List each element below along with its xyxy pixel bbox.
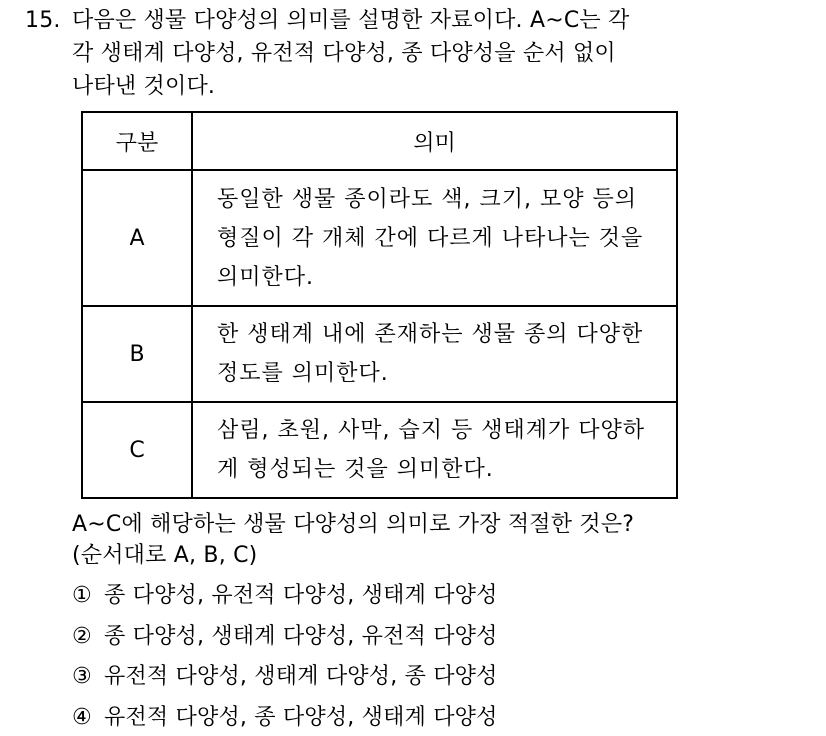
row-label-a: A [82,170,192,306]
table-row [82,170,677,306]
choice-4[interactable] [72,703,498,733]
choice-2[interactable] [72,622,498,652]
row-meaning-b: 한 생태계 내에 존재하는 생물 종의 다양한 정도를 의미한다. [192,306,677,402]
choice-4-text: 유전적 다양성, 종 다양성, 생태계 다양성 [104,705,498,730]
choice-1-mark: ① [72,583,92,608]
question-text-line-1: 다음은 생물 다양성의 의미를 설명한 자료이다. A~C는 각 [72,8,630,33]
choice-3-mark: ③ [72,664,92,689]
row-meaning-a: 동일한 생물 종이라도 색, 크기, 모양 등의 형질이 각 개체 간에 다르게 나타나는 것을 의미한다. [192,170,677,306]
row-meaning-c: 삼림, 초원, 사막, 습지 등 생태계가 다양하게 형성되는 것을 의미한다. [192,402,677,498]
choice-3-text: 유전적 다양성, 생태계 다양성, 종 다양성 [104,664,498,689]
row-label-b: B [82,306,192,402]
choice-1-text: 종 다양성, 유전적 다양성, 생태계 다양성 [104,583,498,608]
ask-line-2: (순서대로 A, B, C) [72,543,258,568]
table-row [82,402,677,498]
question-text-line-3: 나타낸 것이다. [72,74,216,99]
table-header-label: 구분 [82,112,192,170]
question-number: 15. [25,8,61,33]
table-header-meaning: 의미 [192,112,677,170]
table-row [82,306,677,402]
ask-line-1: A~C에 해당하는 생물 다양성의 의미로 가장 적절한 것은? [72,512,635,537]
choice-3[interactable] [72,662,498,692]
choice-4-mark: ④ [72,705,92,730]
row-label-c: C [82,402,192,498]
choice-2-text: 종 다양성, 생태계 다양성, 유전적 다양성 [104,624,498,649]
choice-2-mark: ② [72,624,92,649]
biodiversity-table [81,111,678,499]
choice-1[interactable] [72,581,498,611]
table-header-row [82,112,677,170]
question-text-line-2: 각 생태계 다양성, 유전적 다양성, 종 다양성을 순서 없이 [72,41,616,66]
